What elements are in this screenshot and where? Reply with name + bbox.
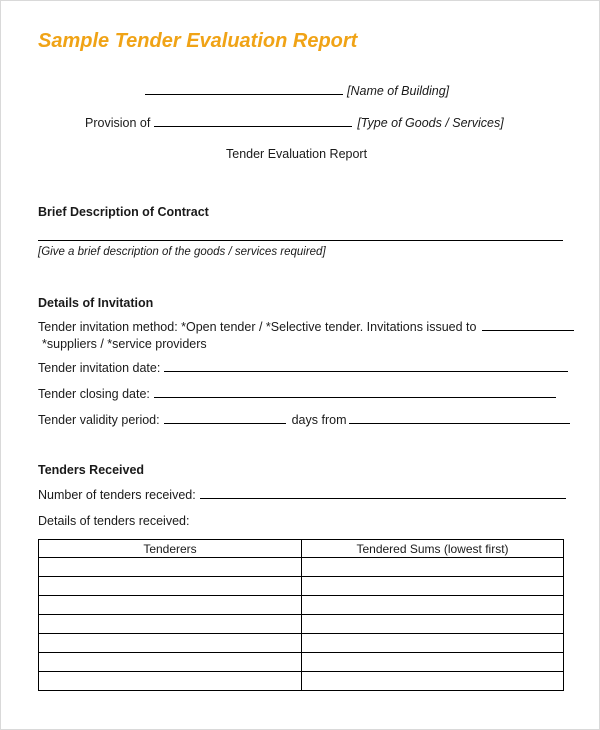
tenderer-cell[interactable] [39,558,302,577]
contract-heading: Brief Description of Contract [38,205,209,219]
table-row [39,653,564,672]
tenders-table [38,539,564,691]
closing-date-blank[interactable] [154,396,556,398]
tenders-details-label: Details of tenders received: [38,514,190,528]
invitation-date-label: Tender invitation date: [38,361,161,375]
building-name-label: [Name of Building] [347,84,450,98]
closing-date-label: Tender closing date: [38,387,150,401]
table-row [39,615,564,634]
tenderer-cell[interactable] [39,672,302,691]
tenders-number-row [38,488,566,502]
tenderer-cell[interactable] [39,596,302,615]
validity-period-row [38,413,570,427]
tendered-sum-cell[interactable] [302,672,564,691]
invitation-method-text: Tender invitation method: *Open tender / *Selective tender. Invitations issued to [38,320,477,334]
closing-date-row [38,387,556,401]
provision-blank[interactable] [154,125,352,127]
building-name-row [145,84,449,98]
invitation-method-options: *suppliers / *service providers [42,337,207,351]
tenderer-cell[interactable] [39,615,302,634]
table-row [39,558,564,577]
tenderer-cell[interactable] [39,653,302,672]
tenderer-cell[interactable] [39,577,302,596]
contract-description-blank[interactable] [38,240,563,241]
invitation-date-blank[interactable] [164,370,568,372]
provision-prefix: Provision of [85,116,151,130]
tendered-sum-cell[interactable] [302,615,564,634]
days-from-label: days from [291,413,347,427]
invitation-heading: Details of Invitation [38,296,154,310]
tenders-received-heading: Tenders Received [38,463,145,477]
goods-services-label: [Type of Goods / Services] [357,116,504,130]
invitation-method-row [38,320,574,334]
tendered-sum-cell[interactable] [302,596,564,615]
table-row [39,596,564,615]
validity-days-blank[interactable] [164,422,286,424]
validity-period-label: Tender validity period: [38,413,160,427]
table-header-row [39,540,564,558]
tendered-sum-cell[interactable] [302,653,564,672]
tenderer-cell[interactable] [39,634,302,653]
validity-from-blank[interactable] [349,422,570,424]
tendered-sum-cell[interactable] [302,577,564,596]
contract-hint: [Give a brief description of the goods / services required] [38,246,326,258]
tenderers-header: Tenderers [39,540,302,558]
building-name-blank[interactable] [145,93,343,95]
invitation-date-row [38,361,568,375]
provision-row [85,116,504,130]
tenders-number-blank[interactable] [200,497,566,499]
table-row [39,577,564,596]
tendered-sum-cell[interactable] [302,558,564,577]
report-subtitle: Tender Evaluation Report [226,147,368,161]
invitations-issued-blank[interactable] [482,329,574,331]
tenders-number-label: Number of tenders received: [38,488,196,502]
table-row [39,634,564,653]
tendered-sum-cell[interactable] [302,634,564,653]
tendered-sums-header: Tendered Sums (lowest first) [302,540,564,558]
document-title: Sample Tender Evaluation Report [38,30,358,52]
table-row [39,672,564,691]
